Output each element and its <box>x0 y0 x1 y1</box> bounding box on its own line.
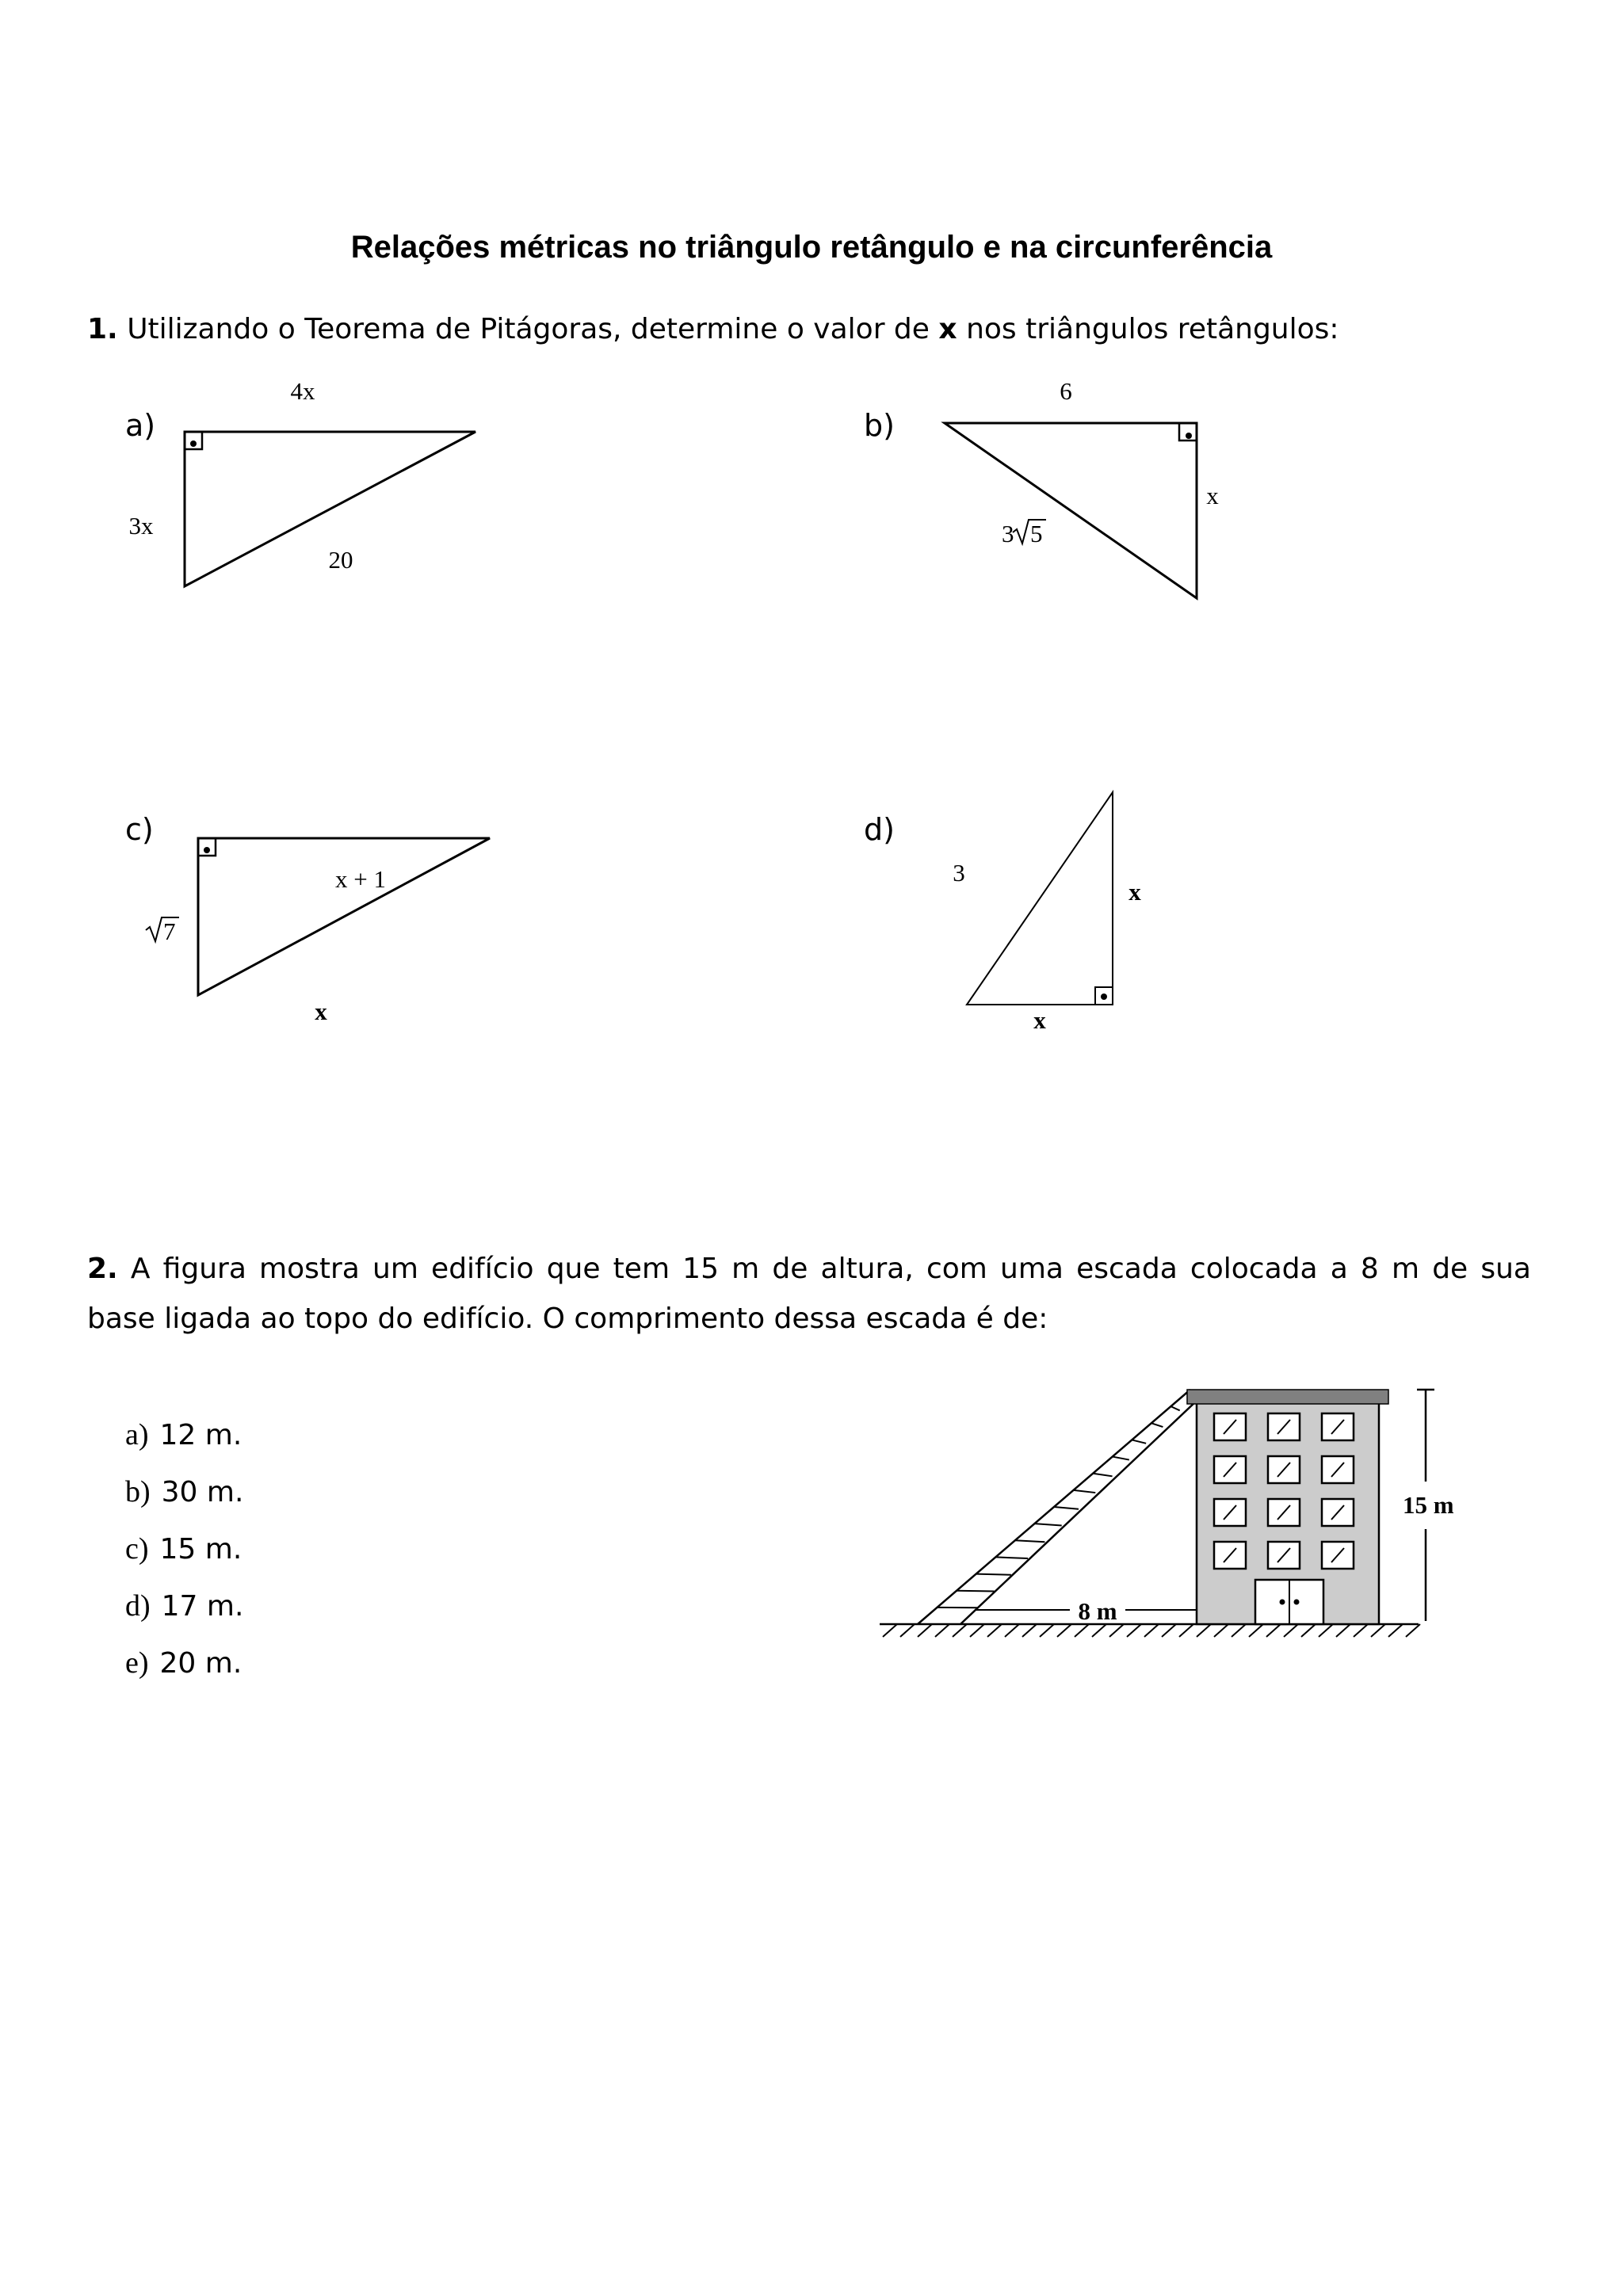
question-1-variable: x <box>938 313 957 345</box>
figure-b-label: b) <box>864 408 895 443</box>
building-ladder-figure <box>872 1379 1454 1648</box>
ladder <box>918 1390 1197 1624</box>
question-1-number: 1. <box>87 313 118 345</box>
figure-a-triangle <box>119 372 499 610</box>
answer-options <box>125 1406 243 1691</box>
option-b[interactable] <box>125 1463 243 1520</box>
figure-d-right-label: x <box>1128 878 1141 906</box>
option-e[interactable] <box>125 1634 243 1691</box>
figure-c-bottom-label: x <box>315 997 327 1025</box>
question-1-text-before: Utilizando o Teorema de Pitágoras, determine o valor de <box>127 313 930 345</box>
figure-b-triangle <box>935 372 1252 610</box>
option-d-letter: d) <box>125 1589 151 1623</box>
question-2 <box>87 1244 1531 1344</box>
figure-d-label: d) <box>864 812 895 847</box>
option-c[interactable] <box>125 1520 243 1577</box>
option-b-letter: b) <box>125 1475 151 1508</box>
base-length-label: 8 m <box>1078 1597 1117 1625</box>
figure-d-triangle <box>935 784 1189 1046</box>
option-d[interactable] <box>125 1577 243 1634</box>
page-title: Relações métricas no triângulo retângulo e na circunferência <box>350 230 1273 265</box>
ground-hatching <box>883 1624 1420 1637</box>
question-1 <box>87 304 1339 354</box>
figure-b-hyp-radicand: 5 <box>1030 520 1043 547</box>
figure-a-top-label: 4x <box>290 377 315 405</box>
figure-a-left-label: 3x <box>128 512 154 540</box>
figure-c-label: c) <box>125 812 154 847</box>
figure-b-hyp-coef: 3 <box>1002 520 1014 547</box>
figure-a-hyp-label: 20 <box>328 546 353 574</box>
figure-c-left-radicand: 7 <box>163 917 176 945</box>
question-2-number: 2. <box>87 1253 118 1285</box>
option-a-text: 12 m. <box>159 1419 242 1451</box>
question-1-text-after: nos triângulos retângulos: <box>966 313 1339 345</box>
building-roof <box>1187 1390 1388 1404</box>
figure-b-top-label: 6 <box>1060 377 1072 405</box>
building-door <box>1255 1580 1323 1624</box>
figure-b-right-label: x <box>1206 482 1219 509</box>
option-b-text: 30 m. <box>161 1476 244 1508</box>
option-a-letter: a) <box>125 1418 149 1451</box>
option-e-text: 20 m. <box>159 1647 242 1680</box>
option-e-letter: e) <box>125 1646 149 1680</box>
option-c-letter: c) <box>125 1532 149 1566</box>
option-d-text: 17 m. <box>161 1590 244 1623</box>
figure-a-label: a) <box>125 408 156 443</box>
question-2-text: A figura mostra um edifício que tem 15 m de altura, com uma escada colocada a 8 m de sua base ligada ao topo do edifício. O comprimento dessa escada é de: <box>87 1253 1531 1335</box>
figure-c-triangle <box>127 816 515 1038</box>
figure-c-hyp-label: x + 1 <box>335 865 386 893</box>
figure-d-hyp-label: 3 <box>953 859 965 887</box>
option-c-text: 15 m. <box>159 1533 242 1566</box>
figure-d-bottom-label: x <box>1033 1006 1046 1034</box>
height-label: 15 m <box>1403 1491 1454 1519</box>
option-a[interactable] <box>125 1406 243 1463</box>
